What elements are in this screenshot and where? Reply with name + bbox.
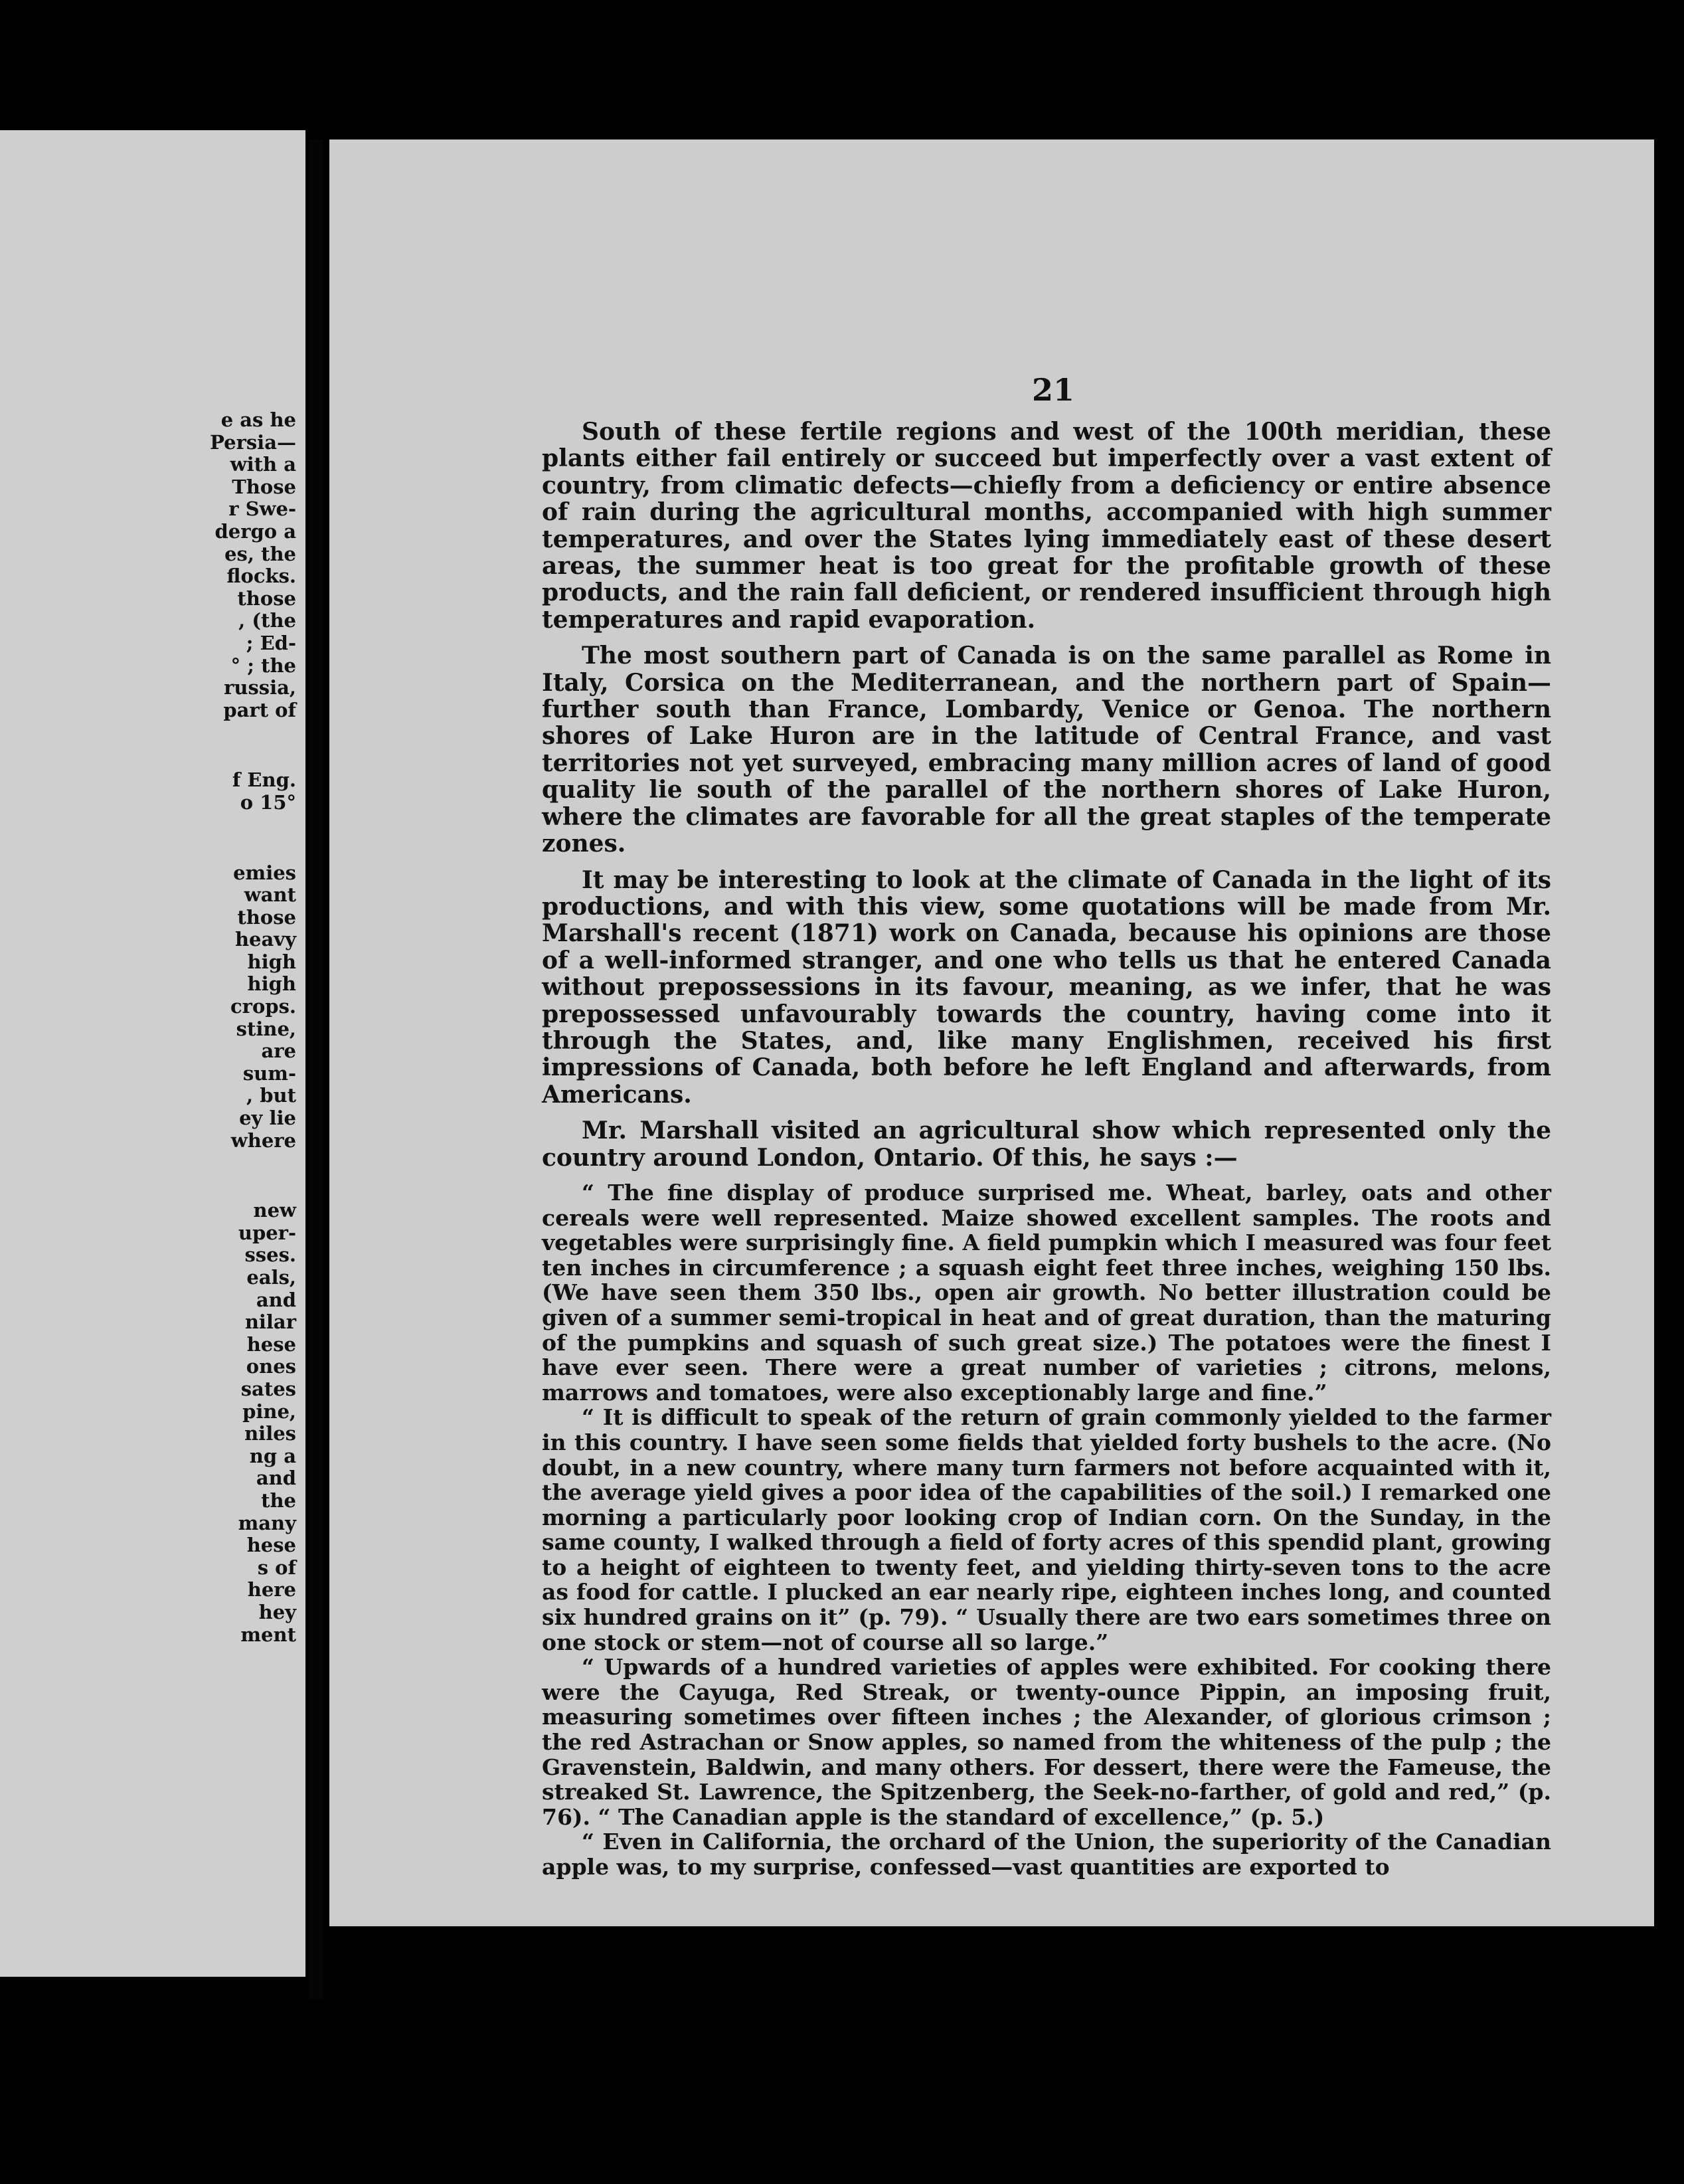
left-page-line: hey [258, 1600, 296, 1623]
left-page-line: high [247, 972, 296, 996]
left-page-line: high [247, 950, 296, 973]
left-page-line: ng a [249, 1444, 296, 1467]
left-page-line: and [256, 1288, 296, 1311]
left-page-line: hese [246, 1332, 296, 1356]
left-page-line: Those [232, 475, 296, 498]
left-page-line: here [247, 1578, 296, 1601]
paragraph-southern-canada: The most southern part of Canada is on the same parallel as Rome in Italy, Corsica on the Mediterranean, and the northern part of Spain—further south than France, Lombardy, Venice or Genoa. The northern shores of Lake Huron are in the latitude of Central France, and vast territories not yet surveyed, embracing many million acres of land of good quality lie south of the parallel of the northern shores of Lake Huron, where the climates are favorable for all the great staples of the temperate zones. [542, 642, 1551, 858]
left-page-line: those [237, 905, 296, 929]
left-page-line: part of [223, 698, 296, 721]
left-page-line: sates [240, 1377, 296, 1400]
left-page-line: crops. [230, 995, 296, 1018]
left-page-line: flocks. [226, 565, 296, 588]
left-page-line: emies [233, 861, 296, 884]
left-page-line: are [261, 1040, 296, 1063]
left-page-line [4, 721, 296, 769]
book-gutter-bar [309, 139, 323, 1999]
left-page-line [4, 1152, 296, 1200]
left-page-line: russia, [224, 676, 296, 699]
left-page-line: eals, [246, 1266, 296, 1289]
quote-grain-return: “ It is difficult to speak of the return of grain commonly yielded to the farmer in this country. I have seen some fields that yielded forty bushels to the acre. (No doubt, in a new country, where many turn farmers not before acquainted with it, the average yield gives a poor idea of the capabilities of the soil.) I remarked one morning a particularly poor looking crop of Indian corn. On the Sunday, in the same county, I walked through a field of forty acres of this spendid plant, growing to a height of eighteen to twenty feet, and yielding thirty-seven tons to the acre as food for cattle. I plucked an ear nearly ripe, eighteen inches long, and counted six hundred grains on it” (p. 79). “ Usually there are two ears sometimes three on one stock or stem—not of course all so large.” [542, 1404, 1551, 1655]
page-number: 21 [1031, 372, 1074, 408]
left-page-line [4, 814, 296, 862]
left-page-line: new [253, 1199, 296, 1222]
left-page-line: with a [230, 453, 296, 476]
left-page-line: and [256, 1467, 296, 1490]
left-page-fragment [0, 130, 305, 1977]
left-page-line: Persia— [210, 430, 296, 454]
left-page-line: the [261, 1489, 296, 1512]
quote-produce-display: “ The fine display of produce surprised me. Wheat, barley, oats and other cereals were well represented. Maize showed excellent samples. The roots and vegetables were surprisingly fine. A field pumpkin which I measured was four feet ten inches in circumference ; a squash eight feet three inches, weighing 150 lbs. (We have seen them 350 lbs., open air growth. No better illustration could be given of a summer semi-tropical in heat and of great duration, than the maturing of the pumpkins and squash of such great size.) The potatoes were the finest I have ever seen. There were a great number of varieties ; citrons, melons, marrows and tomatoes, were also exceptionably large and fine.” [542, 1179, 1551, 1406]
paragraph-agricultural-show: Mr. Marshall visited an agricultural show which represented only the country around London, Ontario. Of this, he says :— [542, 1117, 1551, 1172]
left-page-line: r Swe- [228, 498, 296, 521]
left-page-line: e as he [220, 409, 296, 431]
left-page-line: nilar [244, 1311, 296, 1334]
left-page-line: many [238, 1511, 296, 1534]
left-page-line: dergo a [214, 519, 296, 543]
paragraph-southern-regions: South of these fertile regions and west of the 100th meridian, these plants either fail entirely or succeed but imperfectly over a vast extent of country, from climatic defects—chiefly from a deficiency or entire absence of rain during the agricultural months, accompanied with high summer temperatures, and over the States lying immediately east of these desert areas, the summer heat is too great for the profitable growth of these products, and the rain fall deficient, or rendered insufficient through high temperatures and rapid evaporation. [542, 418, 1551, 634]
left-page-text-fragments [4, 409, 296, 1646]
left-page-line: es, the [224, 542, 296, 565]
left-page-line: ° ; the [230, 654, 296, 677]
left-page-line: , (the [238, 609, 296, 632]
quote-apple-varieties: “ Upwards of a hundred varieties of apples were exhibited. For cooking there were the Cayuga, Red Streak, or twenty-ounce Pippin, an imposing fruit, measuring sometimes over fifteen inches ; the Alexander, of glorious crimson ; the red Astrachan or Snow apples, so named from the whiteness of the pulp ; the Gravenstein, Baldwin, and many others. For dessert, there were the Fameuse, the streaked St. Lawrence, the Spitzenberg, the Seek-no-farther, of gold and red,” (p. 76). “ The Canadian apple is the standard of excellence,” (p. 5.) [542, 1654, 1551, 1830]
left-page-line: hese [246, 1534, 296, 1557]
left-page-line: sum- [242, 1061, 296, 1085]
left-page-line: niles [244, 1422, 296, 1445]
left-page-line: those [237, 587, 296, 610]
left-page-line: , but [246, 1084, 296, 1107]
left-page-line: s of [257, 1556, 296, 1579]
left-page-line: ones [246, 1355, 296, 1378]
page-body-text [542, 418, 1551, 1880]
right-page [329, 139, 1654, 1926]
left-page-line: ; Ed- [246, 631, 296, 654]
left-page-line: sses. [244, 1243, 296, 1267]
left-page-line: stine, [236, 1017, 296, 1040]
left-page-line: o 15° [240, 790, 296, 814]
left-page-line: ment [240, 1623, 296, 1646]
paragraph-climate-productions: It may be interesting to look at the climate of Canada in the light of its productions, and with this view, some quotations will be made from Mr. Marshall's recent (1871) work on Canada, because his opinions are those of a well-informed stranger, and one who tells us that he entered Canada without prepossessions in its favour, meaning, as we infer, that he was prepossessed unfavourably towards the country, having come into it through the States, and, like many Englishmen, received his first impressions of Canada, both before he left England and afterwards, from Americans. [542, 865, 1551, 1109]
left-page-line: pine, [242, 1400, 296, 1423]
left-page-line: ey lie [239, 1107, 296, 1130]
left-page-line: uper- [238, 1221, 296, 1244]
quote-california-apples: “ Even in California, the orchard of the Union, the superiority of the Canadian apple was, to my surprise, confessed—vast quantities are exported to [542, 1829, 1551, 1880]
left-page-line: heavy [234, 928, 296, 951]
left-page-line: where [230, 1129, 296, 1152]
left-page-line: f Eng. [232, 769, 296, 792]
left-page-line: want [244, 883, 296, 907]
